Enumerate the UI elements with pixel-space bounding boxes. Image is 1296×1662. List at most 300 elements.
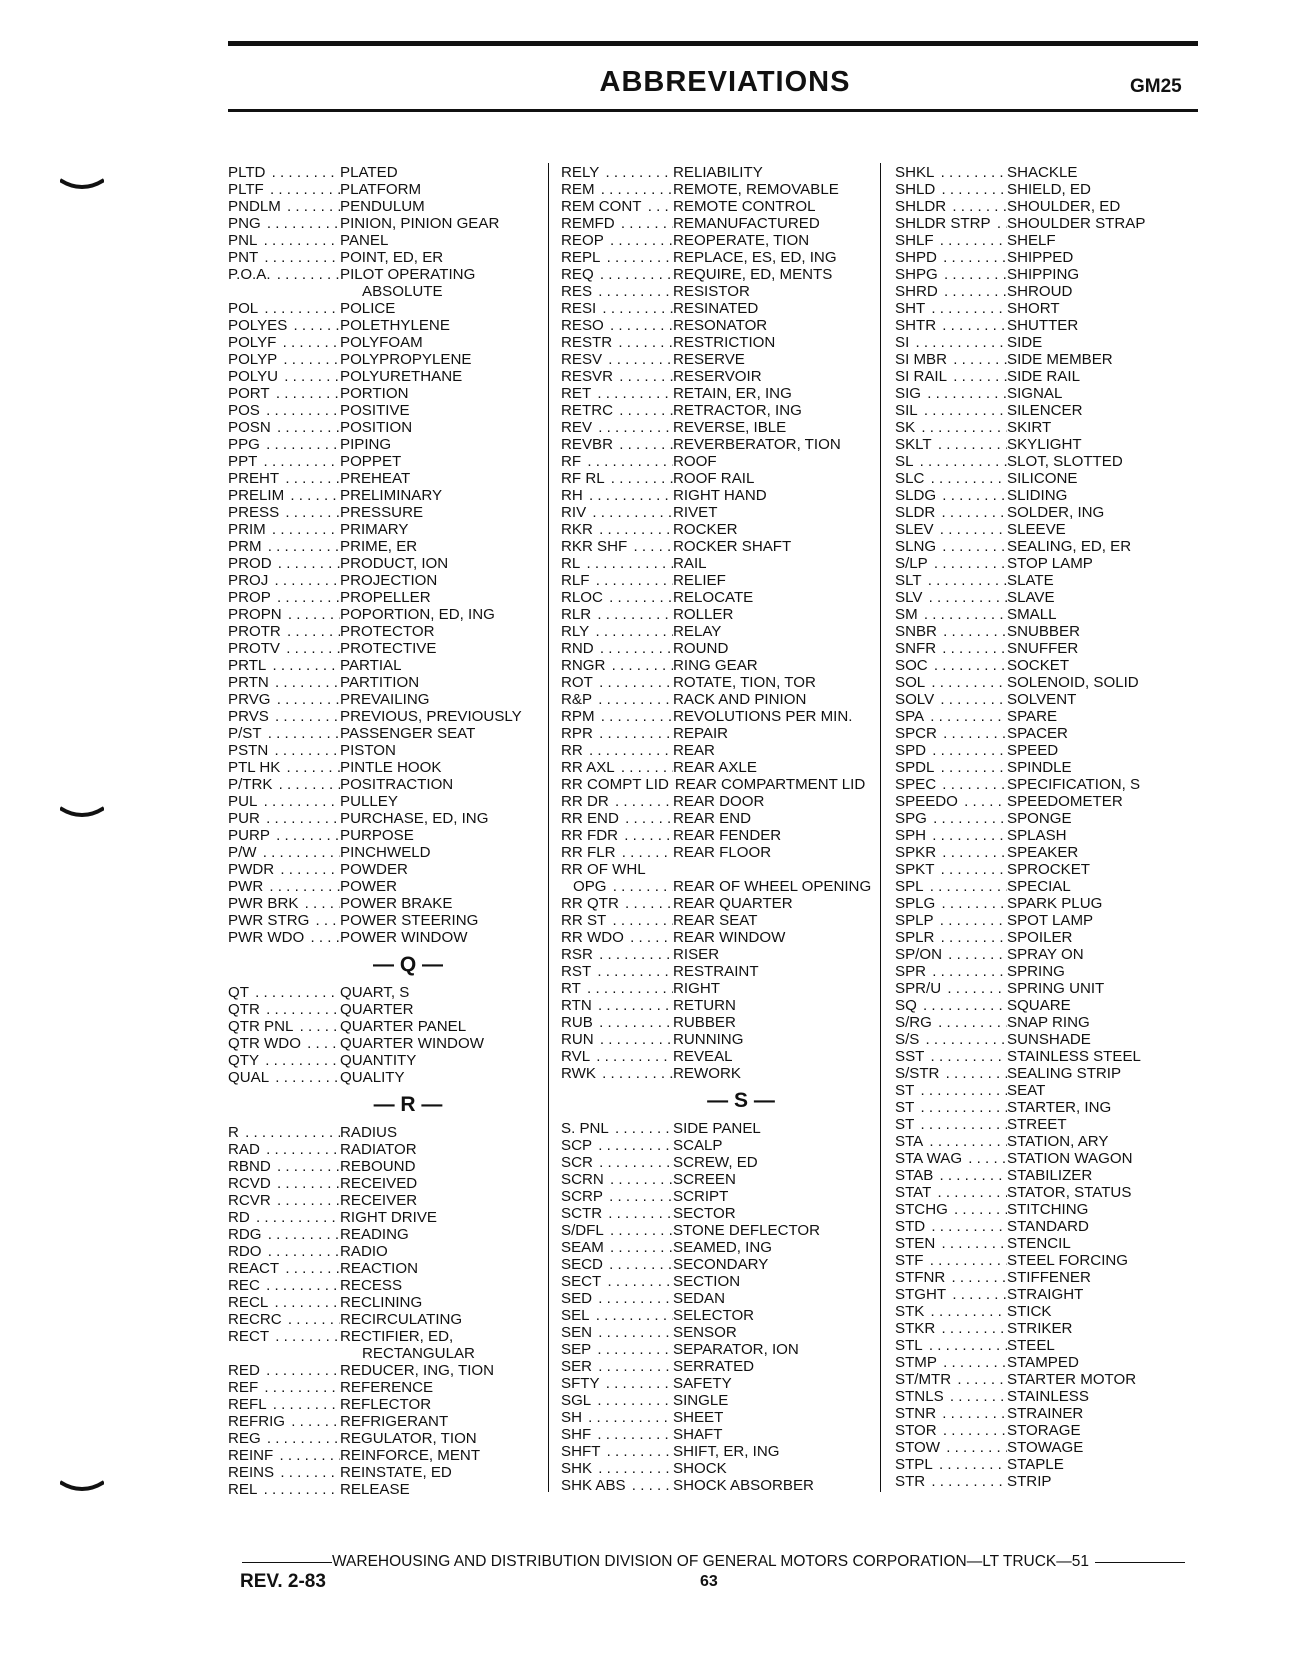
abbreviation-term xyxy=(228,1362,340,1379)
abbreviation-term-text: STOW xyxy=(895,1439,941,1456)
abbreviation-row xyxy=(895,504,1225,521)
abbreviation-definition: RESONATOR xyxy=(673,317,768,334)
abbreviation-row xyxy=(895,1167,1225,1184)
abbreviation-definition: PASSENGER SEAT xyxy=(340,725,476,742)
abbreviation-row xyxy=(895,878,1225,895)
abbreviation-term xyxy=(228,725,340,742)
abbreviation-term xyxy=(561,606,673,623)
abbreviation-row xyxy=(561,351,881,368)
abbreviation-term xyxy=(895,878,1007,895)
abbreviation-definition: SHIELD, ED xyxy=(1007,181,1091,198)
abbreviation-row xyxy=(895,368,1225,385)
abbreviation-term-text: SCRN xyxy=(561,1171,604,1188)
abbreviation-row xyxy=(895,572,1225,589)
abbreviation-row xyxy=(895,1439,1225,1456)
abbreviation-term-text: RED xyxy=(228,1362,260,1379)
abbreviation-row xyxy=(895,1235,1225,1252)
abbreviation-term-text: RECL xyxy=(228,1294,269,1311)
abbreviation-term-text: PNL xyxy=(228,232,258,249)
abbreviation-term xyxy=(561,351,673,368)
abbreviation-term xyxy=(561,198,673,215)
abbreviation-row xyxy=(228,1192,548,1209)
abbreviation-definition: STONE DEFLECTOR xyxy=(673,1222,821,1239)
abbreviation-term-text: S/STR xyxy=(895,1065,940,1082)
abbreviation-definition: RECESS xyxy=(340,1277,403,1294)
abbreviation-definition: ROCKER SHAFT xyxy=(673,538,792,555)
abbreviation-term-text: PROJ xyxy=(228,572,269,589)
abbreviation-term-text: RDO xyxy=(228,1243,262,1260)
abbreviation-term-text: PUR xyxy=(228,810,260,827)
abbreviation-row xyxy=(561,674,881,691)
abbreviation-term-text: RF xyxy=(561,453,582,470)
abbreviation-term xyxy=(228,1430,340,1447)
abbreviation-term xyxy=(228,1018,340,1035)
abbreviation-row xyxy=(895,742,1225,759)
abbreviation-row xyxy=(228,640,548,657)
abbreviation-row xyxy=(561,164,881,181)
abbreviation-term-text: PRVS xyxy=(228,708,269,725)
abbreviation-definition: PRESSURE xyxy=(340,504,424,521)
abbreviation-term-text: PRTL xyxy=(228,657,267,674)
abbreviation-term-text: ST/MTR xyxy=(895,1371,952,1388)
abbreviation-row xyxy=(561,963,881,980)
binder-hole-mark-icon xyxy=(60,178,104,192)
abbreviation-term-text: PRTN xyxy=(228,674,269,691)
abbreviation-row xyxy=(561,1239,881,1256)
abbreviation-term xyxy=(228,555,340,572)
abbreviation-row xyxy=(895,1218,1225,1235)
abbreviation-term xyxy=(228,589,340,606)
abbreviation-definition: STOWAGE xyxy=(1007,1439,1084,1456)
abbreviation-definition: POLETHYLENE xyxy=(340,317,450,334)
abbreviation-definition: PREVIOUS, PREVIOUSLY xyxy=(340,708,522,725)
abbreviation-term xyxy=(228,436,340,453)
abbreviation-row xyxy=(895,929,1225,946)
abbreviation-term xyxy=(895,912,1007,929)
abbreviation-term-text: RF RL xyxy=(561,470,605,487)
abbreviation-term-text: POL xyxy=(228,300,259,317)
top-rule xyxy=(228,41,1198,46)
abbreviation-row xyxy=(561,1426,881,1443)
abbreviation-row xyxy=(228,1481,548,1498)
abbreviation-definition: POWDER xyxy=(340,861,408,878)
abbreviation-term-text: SM xyxy=(895,606,918,623)
abbreviation-definition: REPAIR xyxy=(673,725,729,742)
abbreviation-row xyxy=(561,1065,881,1082)
abbreviation-definition: REFLECTOR xyxy=(340,1396,432,1413)
abbreviation-term xyxy=(561,266,673,283)
abbreviation-definition: SPONGE xyxy=(1007,810,1072,827)
abbreviation-term-text xyxy=(228,283,230,300)
abbreviation-definition: RELIABILITY xyxy=(673,164,763,181)
abbreviation-row xyxy=(228,504,548,521)
abbreviation-term xyxy=(895,249,1007,266)
abbreviation-term-text: PURP xyxy=(228,827,270,844)
abbreviation-definition: SHIPPED xyxy=(1007,249,1074,266)
abbreviation-term xyxy=(228,334,340,351)
abbreviation-term xyxy=(561,249,673,266)
abbreviation-definition: SOLENOID, SOLID xyxy=(1007,674,1139,691)
abbreviation-row xyxy=(228,402,548,419)
abbreviation-row xyxy=(228,470,548,487)
abbreviation-term-text: SLV xyxy=(895,589,923,606)
abbreviation-definition: RIGHT DRIVE xyxy=(340,1209,438,1226)
abbreviation-definition: SPEEDOMETER xyxy=(1007,793,1123,810)
abbreviation-row xyxy=(228,725,548,742)
abbreviation-term xyxy=(561,674,673,691)
abbreviation-term xyxy=(228,844,340,861)
abbreviation-definition: SHUTTER xyxy=(1007,317,1079,334)
abbreviation-definition: REINFORCE, MENT xyxy=(340,1447,481,1464)
abbreviation-term-text: PTL HK xyxy=(228,759,281,776)
abbreviation-definition: PROTECTIVE xyxy=(340,640,437,657)
abbreviation-definition: SUNSHADE xyxy=(1007,1031,1091,1048)
abbreviation-term xyxy=(895,1099,1007,1116)
abbreviation-definition: SNUFFER xyxy=(1007,640,1079,657)
abbreviation-definition: PINCHWELD xyxy=(340,844,431,861)
abbreviation-term-text: SGL xyxy=(561,1392,592,1409)
abbreviation-term-text: RR WDO xyxy=(561,929,624,946)
abbreviation-row xyxy=(895,1337,1225,1354)
abbreviation-row xyxy=(561,1443,881,1460)
abbreviation-definition: REAR DOOR xyxy=(673,793,765,810)
abbreviation-definition: SCREEN xyxy=(673,1171,736,1188)
abbreviation-definition: STABILIZER xyxy=(1007,1167,1093,1184)
abbreviation-term-text: RELY xyxy=(561,164,600,181)
abbreviation-definition: SKYLIGHT xyxy=(1007,436,1082,453)
abbreviation-definition: STIFFENER xyxy=(1007,1269,1091,1286)
abbreviation-term xyxy=(561,1273,673,1290)
abbreviation-term-text: RAD xyxy=(228,1141,260,1158)
abbreviation-term xyxy=(561,912,673,929)
abbreviation-definition: REAR OF WHEEL OPENING xyxy=(673,878,872,895)
abbreviation-definition: RESERVOIR xyxy=(673,368,762,385)
abbreviation-term xyxy=(895,1303,1007,1320)
abbreviation-definition: STRIKER xyxy=(1007,1320,1073,1337)
abbreviation-term xyxy=(561,827,673,844)
abbreviation-row xyxy=(561,1324,881,1341)
column-divider xyxy=(880,163,881,1492)
abbreviation-definition: SELECTOR xyxy=(673,1307,755,1324)
abbreviation-term-text: RESI xyxy=(561,300,597,317)
abbreviation-term xyxy=(561,402,673,419)
abbreviation-term xyxy=(228,572,340,589)
abbreviation-definition: SILICONE xyxy=(1007,470,1078,487)
abbreviation-definition: PROJECTION xyxy=(340,572,438,589)
abbreviation-definition: REVERSE, IBLE xyxy=(673,419,787,436)
abbreviation-definition: ROTATE, TION, TOR xyxy=(673,674,816,691)
abbreviation-term-text: ST xyxy=(895,1082,915,1099)
abbreviation-definition: SPEED xyxy=(1007,742,1059,759)
abbreviation-definition: STRIP xyxy=(1007,1473,1052,1490)
abbreviation-term xyxy=(561,980,673,997)
abbreviation-term xyxy=(895,606,1007,623)
abbreviation-term-text: RESV xyxy=(561,351,603,368)
abbreviation-row xyxy=(228,385,548,402)
abbreviation-term-text: REVBR xyxy=(561,436,614,453)
abbreviation-row xyxy=(561,929,881,946)
abbreviation-row xyxy=(895,487,1225,504)
abbreviation-term-text: SPLG xyxy=(895,895,936,912)
abbreviation-term-text: SFTY xyxy=(561,1375,600,1392)
abbreviation-term-text: RWK xyxy=(561,1065,596,1082)
abbreviation-definition: RIGHT xyxy=(673,980,720,997)
abbreviation-definition: SECONDARY xyxy=(673,1256,769,1273)
abbreviation-definition: POINT, ED, ER xyxy=(340,249,444,266)
abbreviation-definition: SCREW, ED xyxy=(673,1154,758,1171)
abbreviation-definition: PINION, PINION GEAR xyxy=(340,215,500,232)
abbreviation-term xyxy=(228,691,340,708)
abbreviation-term xyxy=(895,997,1007,1014)
abbreviation-definition: SCALP xyxy=(673,1137,723,1154)
abbreviation-term-text: REQ xyxy=(561,266,594,283)
abbreviation-term xyxy=(561,1324,673,1341)
abbreviation-row xyxy=(561,1341,881,1358)
abbreviation-definition: SLEEVE xyxy=(1007,521,1066,538)
abbreviation-definition: STATOR, STATUS xyxy=(1007,1184,1132,1201)
abbreviation-definition: SHOULDER, ED xyxy=(1007,198,1121,215)
abbreviation-term-text: SEN xyxy=(561,1324,593,1341)
abbreviation-term-text: RKR SHF xyxy=(561,538,628,555)
abbreviation-definition: REACTION xyxy=(340,1260,418,1277)
abbreviation-row xyxy=(895,521,1225,538)
abbreviation-term xyxy=(895,861,1007,878)
abbreviation-row xyxy=(895,1354,1225,1371)
abbreviation-term xyxy=(561,742,673,759)
abbreviation-row xyxy=(228,1345,548,1362)
abbreviation-term-text: SHFT xyxy=(561,1443,601,1460)
abbreviation-row xyxy=(228,810,548,827)
abbreviation-term-text: RKR xyxy=(561,521,593,538)
abbreviation-row xyxy=(895,589,1225,606)
abbreviation-term xyxy=(895,640,1007,657)
abbreviation-term xyxy=(228,351,340,368)
abbreviation-term xyxy=(228,1481,340,1498)
abbreviation-definition: SHORT xyxy=(1007,300,1060,317)
abbreviation-definition: RELOCATE xyxy=(673,589,754,606)
abbreviation-row xyxy=(228,1294,548,1311)
abbreviation-term-text: RLR xyxy=(561,606,592,623)
abbreviation-term xyxy=(895,453,1007,470)
abbreviation-term xyxy=(561,708,673,725)
abbreviation-definition: SMALL xyxy=(1007,606,1057,623)
abbreviation-term xyxy=(561,232,673,249)
abbreviation-definition: REBOUND xyxy=(340,1158,416,1175)
abbreviation-term xyxy=(561,1460,673,1477)
abbreviation-definition: REINSTATE, ED xyxy=(340,1464,452,1481)
abbreviation-term xyxy=(228,1464,340,1481)
abbreviation-term-text: SER xyxy=(561,1358,593,1375)
abbreviation-term-text: SPEC xyxy=(895,776,937,793)
abbreviation-row xyxy=(228,572,548,589)
abbreviation-definition: REVEAL xyxy=(673,1048,733,1065)
abbreviation-row xyxy=(895,402,1225,419)
abbreviation-definition: SKIRT xyxy=(1007,419,1052,436)
abbreviation-row xyxy=(895,385,1225,402)
abbreviation-definition: SAFETY xyxy=(673,1375,732,1392)
abbreviation-term xyxy=(895,657,1007,674)
abbreviation-term xyxy=(561,1031,673,1048)
abbreviation-term xyxy=(561,538,673,555)
abbreviation-definition: PANEL xyxy=(340,232,389,249)
abbreviation-definition: SECTION xyxy=(673,1273,741,1290)
abbreviation-definition: RESINATED xyxy=(673,300,759,317)
abbreviation-row xyxy=(228,1430,548,1447)
abbreviation-row xyxy=(228,181,548,198)
abbreviation-row xyxy=(895,691,1225,708)
abbreviation-term-text: SL xyxy=(895,453,914,470)
abbreviation-term xyxy=(895,1320,1007,1337)
abbreviation-term-text: SPEEDO xyxy=(895,793,958,810)
abbreviation-row xyxy=(228,1209,548,1226)
abbreviation-row xyxy=(561,266,881,283)
abbreviation-term-text: PNT xyxy=(228,249,259,266)
abbreviation-row xyxy=(561,589,881,606)
abbreviation-definition: REGULATOR, TION xyxy=(340,1430,477,1447)
abbreviation-term-text: SHPD xyxy=(895,249,937,266)
abbreviation-row xyxy=(895,810,1225,827)
abbreviation-term xyxy=(561,1205,673,1222)
abbreviation-term-text: PSTN xyxy=(228,742,269,759)
abbreviation-term xyxy=(895,351,1007,368)
abbreviation-term-text: SHKL xyxy=(895,164,935,181)
abbreviation-row xyxy=(228,317,548,334)
abbreviation-row xyxy=(895,1303,1225,1320)
abbreviation-row xyxy=(895,1116,1225,1133)
abbreviation-term-text: SK xyxy=(895,419,916,436)
abbreviation-term-text: REM CONT xyxy=(561,198,642,215)
abbreviation-term-text: QTR WDO xyxy=(228,1035,301,1052)
abbreviation-term-text: PROP xyxy=(228,589,271,606)
abbreviation-term-text: RVL xyxy=(561,1048,591,1065)
abbreviation-term xyxy=(895,1388,1007,1405)
abbreviation-definition: PLATFORM xyxy=(340,181,422,198)
abbreviation-term xyxy=(895,1422,1007,1439)
abbreviation-term-text: R xyxy=(228,1124,239,1141)
abbreviation-term xyxy=(228,759,340,776)
abbreviation-row xyxy=(561,402,881,419)
abbreviation-definition: SPRING xyxy=(1007,963,1065,980)
abbreviation-row xyxy=(895,1473,1225,1490)
abbreviation-row xyxy=(228,929,548,946)
abbreviation-definition: REAR QUARTER xyxy=(673,895,793,912)
abbreviation-term xyxy=(561,1137,673,1154)
abbreviation-term-text: SLNG xyxy=(895,538,937,555)
abbreviation-definition: SIDE PANEL xyxy=(673,1120,761,1137)
abbreviation-definition: RECEIVER xyxy=(340,1192,418,1209)
abbreviation-row xyxy=(561,759,881,776)
abbreviation-term-text: POS xyxy=(228,402,260,419)
abbreviation-definition: STOP LAMP xyxy=(1007,555,1093,572)
abbreviation-row xyxy=(561,1014,881,1031)
abbreviation-row xyxy=(895,198,1225,215)
abbreviation-definition: PLATED xyxy=(340,164,398,181)
abbreviation-row xyxy=(561,1307,881,1324)
abbreviation-row xyxy=(228,984,548,1001)
abbreviation-term-text: SOC xyxy=(895,657,928,674)
abbreviation-definition: STATION WAGON xyxy=(1007,1150,1133,1167)
abbreviation-definition: RADIO xyxy=(340,1243,388,1260)
abbreviation-row xyxy=(895,912,1225,929)
abbreviation-term-text: SST xyxy=(895,1048,925,1065)
abbreviation-definition: SNUBBER xyxy=(1007,623,1080,640)
abbreviation-term-text: S/LP xyxy=(895,555,928,572)
abbreviation-term-text: PORT xyxy=(228,385,270,402)
abbreviation-term xyxy=(895,1218,1007,1235)
abbreviation-term-text: RLY xyxy=(561,623,590,640)
abbreviation-term xyxy=(228,1175,340,1192)
abbreviation-definition xyxy=(673,861,881,878)
abbreviation-row xyxy=(228,1069,548,1086)
abbreviation-row xyxy=(895,453,1225,470)
abbreviation-definition: ROOF RAIL xyxy=(673,470,755,487)
abbreviation-term xyxy=(895,1031,1007,1048)
abbreviation-definition: REQUIRE, ED, MENTS xyxy=(673,266,833,283)
abbreviation-row xyxy=(895,1201,1225,1218)
abbreviation-term xyxy=(895,317,1007,334)
abbreviation-definition: REAR COMPARTMENT LID xyxy=(674,776,866,793)
abbreviation-definition: PARTITION xyxy=(340,674,420,691)
abbreviation-term-text: SPDL xyxy=(895,759,935,776)
abbreviation-definition: RELAY xyxy=(673,623,722,640)
abbreviation-term-text: SLDG xyxy=(895,487,937,504)
abbreviation-definition: REMOTE, REMOVABLE xyxy=(673,181,839,198)
abbreviation-row xyxy=(895,1456,1225,1473)
footer xyxy=(242,1553,1202,1571)
abbreviation-row xyxy=(228,249,548,266)
abbreviation-term-text: RIV xyxy=(561,504,587,521)
abbreviation-term xyxy=(228,793,340,810)
abbreviation-term xyxy=(895,742,1007,759)
abbreviation-term-text: REF xyxy=(228,1379,259,1396)
abbreviation-term xyxy=(895,1116,1007,1133)
abbreviation-row xyxy=(228,1018,548,1035)
abbreviation-row xyxy=(228,555,548,572)
abbreviation-term xyxy=(228,1226,340,1243)
abbreviation-term xyxy=(895,1405,1007,1422)
abbreviation-term-text: P.O.A. xyxy=(228,266,271,283)
abbreviation-term-text: SCRP xyxy=(561,1188,603,1205)
abbreviation-term xyxy=(228,657,340,674)
abbreviation-term-text: S. PNL xyxy=(561,1120,609,1137)
abbreviation-definition: PRIME, ER xyxy=(340,538,418,555)
abbreviation-term xyxy=(228,521,340,538)
abbreviation-term xyxy=(561,1477,673,1494)
abbreviation-definition: RECLINING xyxy=(340,1294,423,1311)
abbreviation-term-text: STA WAG xyxy=(895,1150,963,1167)
abbreviation-term xyxy=(561,521,673,538)
abbreviation-row xyxy=(895,725,1225,742)
abbreviation-term xyxy=(228,487,340,504)
abbreviation-term-text: STFNR xyxy=(895,1269,946,1286)
abbreviation-term xyxy=(228,878,340,895)
abbreviation-term-text: R&P xyxy=(561,691,593,708)
abbreviation-definition: REAR WINDOW xyxy=(673,929,786,946)
abbreviation-term-text: RECT xyxy=(228,1328,270,1345)
abbreviation-term-text: RR xyxy=(561,742,583,759)
abbreviation-row xyxy=(228,623,548,640)
abbreviation-term-text: SHT xyxy=(895,300,926,317)
abbreviation-term-text: PNG xyxy=(228,215,261,232)
abbreviation-term xyxy=(561,844,673,861)
abbreviation-term-text: RD xyxy=(228,1209,250,1226)
abbreviation-term-text: STEN xyxy=(895,1235,936,1252)
abbreviation-term-text: RECRC xyxy=(228,1311,282,1328)
abbreviation-term xyxy=(228,300,340,317)
abbreviation-term-text: SIL xyxy=(895,402,918,419)
abbreviation-term xyxy=(561,963,673,980)
abbreviation-definition: RESTRICTION xyxy=(673,334,776,351)
